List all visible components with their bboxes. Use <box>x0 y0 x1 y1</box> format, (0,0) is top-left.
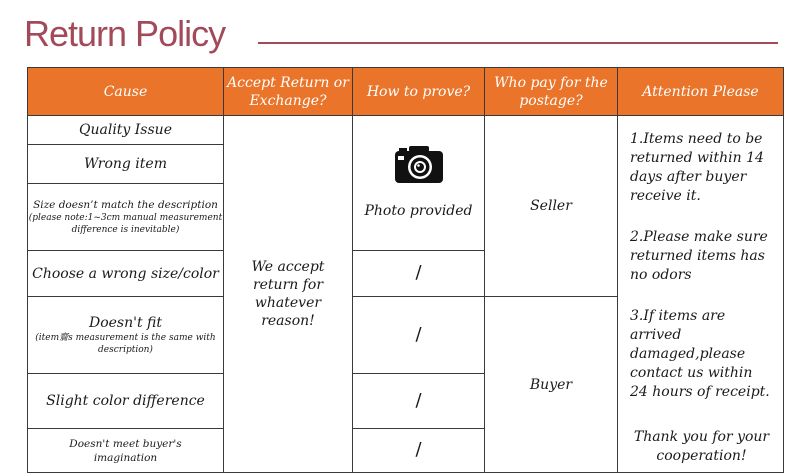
prove-photo-cell <box>353 116 485 251</box>
cause-label: Quality Issue <box>79 122 172 138</box>
prove-none-cell <box>353 251 485 297</box>
cause-label: Doesn't fit <box>88 315 163 331</box>
cause-label: Size doesn’t match the description <box>33 199 218 211</box>
cause-label: Choose a wrong size/color <box>32 265 219 282</box>
prove-none: / <box>415 439 422 460</box>
cause-label: Doesn't meet buyer's imagination <box>69 437 182 464</box>
header-attention: Attention Please <box>618 68 784 116</box>
cause-cell <box>28 429 224 473</box>
postage-buyer-text: Buyer <box>529 376 573 393</box>
cause-label: Wrong item <box>84 156 167 172</box>
prove-none-cell <box>353 429 485 473</box>
header-postage: Who pay for the postage? <box>485 68 618 116</box>
accept-text: We accept return for whatever reason! <box>251 259 325 329</box>
prove-none: / <box>415 389 422 411</box>
attention-footer: Thank you for your cooperation! <box>633 429 770 464</box>
camera-icon <box>393 146 445 184</box>
accept-cell <box>224 116 353 473</box>
cause-cell <box>28 184 224 251</box>
attention-item: 1.Items need to be returned within 14 days after buyer receive it. <box>630 131 764 204</box>
cause-cell <box>28 297 224 374</box>
cause-cell <box>28 251 224 297</box>
prove-none-cell <box>353 374 485 429</box>
header-prove: How to prove? <box>353 68 485 116</box>
cause-note: (please note:1~3cm manual measurement difference is inevitable) <box>28 213 223 235</box>
prove-none: / <box>415 262 422 283</box>
postage-buyer-cell <box>485 297 618 473</box>
page-title: Return Policy <box>24 13 226 54</box>
cause-cell <box>28 374 224 429</box>
prove-none: / <box>415 323 422 345</box>
header-accept: Accept Return or Exchange? <box>224 68 353 116</box>
cause-cell <box>28 145 224 184</box>
title-rule <box>258 42 778 44</box>
header-cause: Cause <box>28 68 224 116</box>
attention-cell <box>618 116 784 473</box>
cause-note: (item齎s measurement is the same with description) <box>35 333 216 355</box>
prove-none-cell <box>353 297 485 374</box>
postage-seller-text: Seller <box>530 198 572 214</box>
attention-item: 3.If items are arrived damaged,please contact us within 24 hours of receipt. <box>630 308 770 400</box>
return-policy-table <box>27 67 784 473</box>
photo-provided-text: Photo provided <box>364 203 473 219</box>
table-row <box>28 116 784 145</box>
cause-cell <box>28 116 224 145</box>
postage-seller-cell <box>485 116 618 297</box>
attention-item: 2.Please make sure returned items has no odors <box>630 229 768 283</box>
header-row <box>28 68 784 116</box>
cause-label: Slight color difference <box>46 393 205 409</box>
